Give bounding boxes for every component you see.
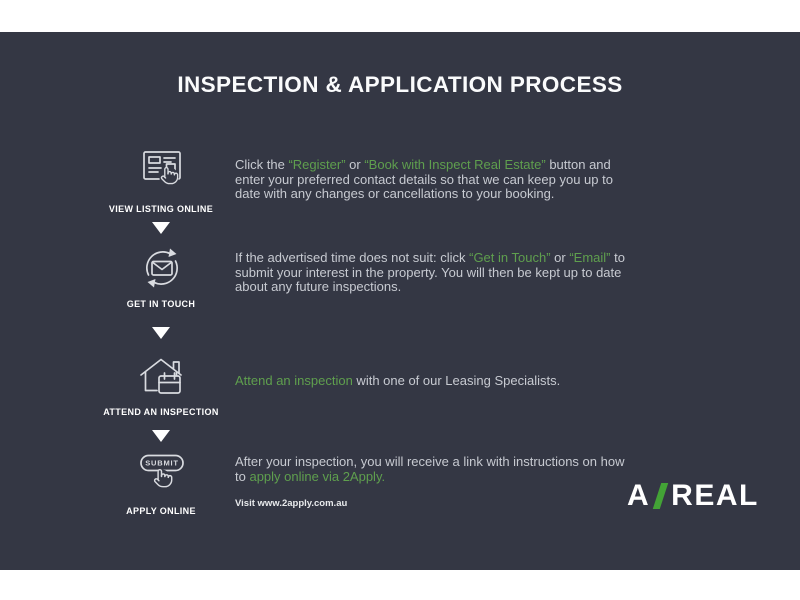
text-segment: button and enter your preferred contact details so that we can keep you up to date with any changes or cancellations to your booking.	[235, 157, 613, 202]
step-description-apply-online	[235, 455, 637, 484]
down-arrow-icon	[152, 222, 170, 234]
down-arrow-icon	[152, 327, 170, 339]
infographic-panel	[0, 32, 800, 570]
register-link-text: “Register”	[288, 157, 346, 172]
visit-2apply-note: Visit www.2apply.com.au	[235, 498, 348, 509]
step-label-apply-online: APPLY ONLINE	[126, 506, 196, 516]
attend-inspection-link-text: Attend an inspection	[235, 373, 353, 388]
step-description-get-in-touch	[235, 251, 637, 295]
book-with-inspect-link-text: “Book with Inspect Real Estate”	[364, 157, 546, 172]
text-segment: with one of our Leasing Specialists.	[352, 373, 561, 388]
step-label-view-listing-online: VIEW LISTING ONLINE	[108, 204, 214, 214]
submit-button-label: SUBMIT	[145, 458, 179, 468]
areal-logo	[627, 479, 759, 513]
house-calendar-icon	[133, 352, 189, 407]
logo-green-slash-icon	[653, 483, 668, 509]
submit-button-click-icon	[134, 452, 190, 507]
logo-letter-a: A	[627, 479, 651, 512]
down-arrow-icon	[152, 430, 170, 442]
step-description-view-listing	[235, 158, 637, 202]
text-segment: Click the	[235, 157, 289, 172]
apply-online-link-text: apply online via 2Apply.	[249, 468, 386, 484]
step-description-attend-inspection	[235, 374, 637, 389]
text-segment: to submit your interest in the property. You will then be kept up to date about any future inspections.	[235, 250, 625, 295]
step-label-get-in-touch: GET IN TOUCH	[126, 299, 196, 309]
step-label-attend-inspection: ATTEND AN INSPECTION	[103, 407, 219, 417]
text-segment: or	[345, 157, 365, 172]
logo-word-real: REAL	[671, 479, 759, 512]
get-in-touch-link-text: “Get in Touch”	[469, 250, 551, 265]
text-segment: After your inspection, you will receive a link with instructions on how to	[235, 454, 625, 484]
text-segment: If the advertised time does not suit: click	[235, 250, 470, 265]
email-refresh-icon	[137, 244, 187, 299]
email-link-text: “Email”	[569, 250, 611, 265]
text-segment: or	[550, 250, 570, 265]
page-title: INSPECTION & APPLICATION PROCESS	[177, 72, 623, 97]
browser-listing-click-icon	[137, 144, 187, 199]
